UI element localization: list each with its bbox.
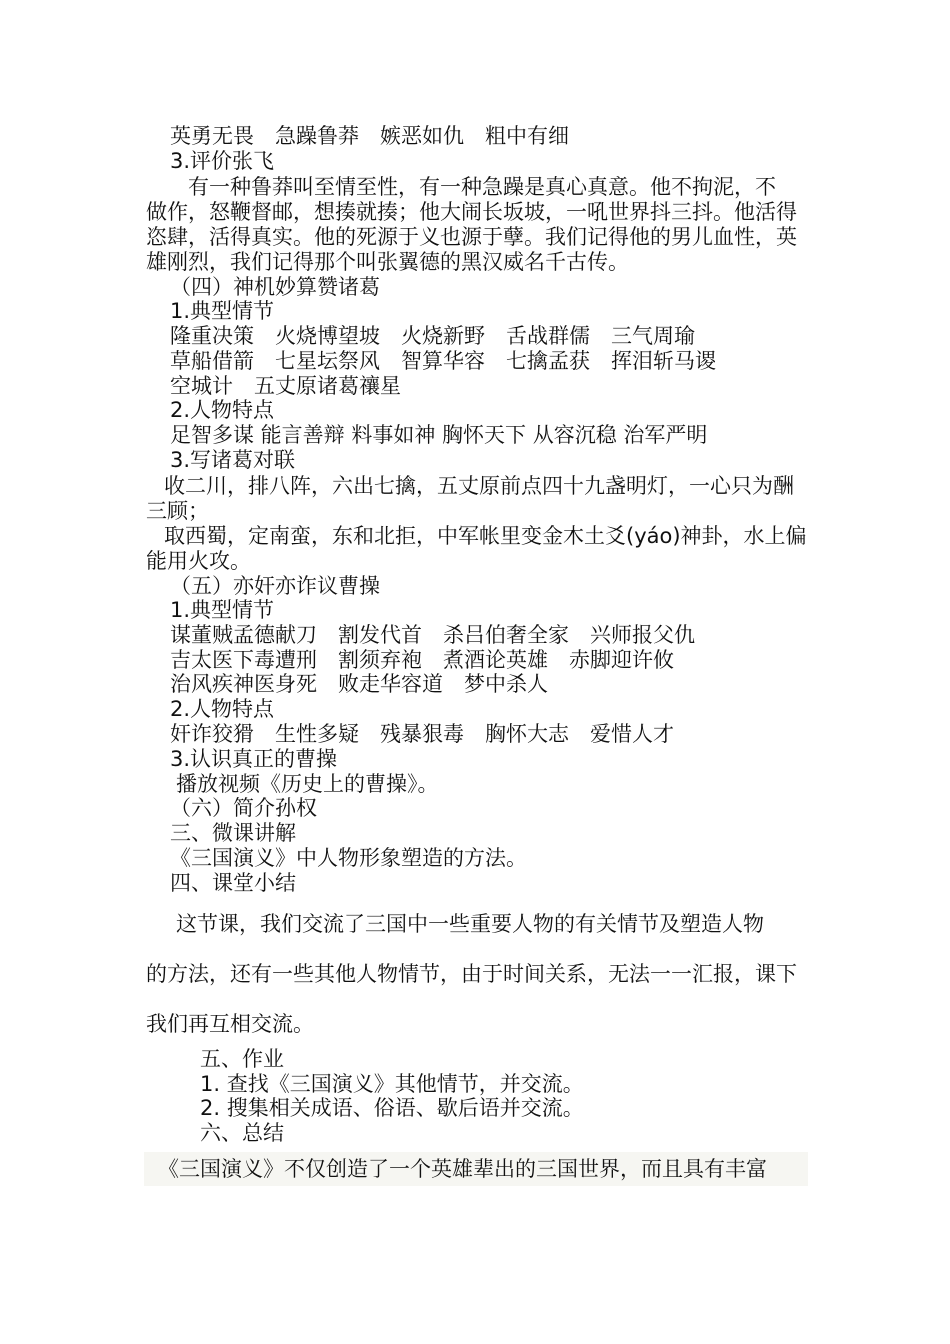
text-line: 2.人物特点: [170, 697, 275, 721]
text-line: 能用火攻。: [146, 549, 251, 573]
text-line: 奸诈狡猾 生性多疑 残暴狠毒 胸怀大志 爱惜人才: [170, 722, 674, 746]
text-line: 1.典型情节: [170, 598, 275, 622]
text-line: 3.认识真正的曹操: [170, 747, 338, 771]
text-line: 五、作业: [200, 1047, 284, 1071]
text-line: 英勇无畏 急躁鲁莽 嫉恶如仇 粗中有细: [170, 124, 569, 148]
text-line: 《三国演义》不仅创造了一个英雄辈出的三国世界，而且具有丰富: [158, 1157, 767, 1181]
text-line: 收二川，排八阵，六出七擒，五丈原前点四十九盏明灯，一心只为酬: [164, 474, 794, 498]
text-line: 3.评价张飞: [170, 149, 275, 173]
text-line: 草船借箭 七星坛祭风 智算华容 七擒孟获 挥泪斩马谡: [170, 349, 716, 373]
text-line: 有一种鲁莽叫至情至性，有一种急躁是真心真意。他不拘泥，不: [188, 175, 776, 199]
text-line: 隆重决策 火烧博望坡 火烧新野 舌战群儒 三气周瑜: [170, 324, 695, 348]
text-line: 空城计 五丈原诸葛禳星: [170, 374, 401, 398]
text-line: 2.人物特点: [170, 398, 275, 422]
text-line: 取西蜀，定南蛮，东和北拒，中军帐里变金木土爻(yáo)神卦，水上偏: [164, 524, 807, 548]
text-line: （五）亦奸亦诈议曹操: [170, 574, 380, 598]
text-line: 吉太医下毒遭刑 割须弃袍 煮酒论英雄 赤脚迎许攸: [170, 648, 674, 672]
text-line: 我们再互相交流。: [146, 1012, 314, 1036]
text-line: 三、微课讲解: [170, 821, 296, 845]
text-line: 这节课，我们交流了三国中一些重要人物的有关情节及塑造人物: [176, 912, 764, 936]
text-line: 三顾；: [146, 499, 209, 523]
text-line: 六、总结: [200, 1121, 284, 1145]
text-line: 3.写诸葛对联: [170, 448, 296, 472]
text-line: 的方法，还有一些其他人物情节，由于时间关系，无法一一汇报，课下: [146, 962, 797, 986]
text-line: 谋董贼孟德献刀 割发代首 杀吕伯奢全家 兴师报父仇: [170, 623, 695, 647]
text-line: 治风疾神医身死 败走华容道 梦中杀人: [170, 672, 548, 696]
text-line: （四）神机妙算赞诸葛: [170, 275, 380, 299]
text-line: 1.典型情节: [170, 299, 275, 323]
text-line: 足智多谋 能言善辩 料事如神 胸怀天下 从容沉稳 治军严明: [170, 423, 708, 447]
text-line: 2. 搜集相关成语、俗语、歇后语并交流。: [200, 1096, 584, 1120]
text-line: 《三国演义》中人物形象塑造的方法。: [170, 846, 527, 870]
text-line: 雄刚烈，我们记得那个叫张翼德的黑汉威名千古传。: [146, 250, 629, 274]
text-line: 恣肆，活得真实。他的死源于义也源于孽。我们记得他的男儿血性，英: [146, 225, 797, 249]
text-line: 播放视频《历史上的曹操》。: [176, 772, 439, 796]
text-line: 四、课堂小结: [170, 871, 296, 895]
text-line: （六）简介孙权: [170, 796, 317, 820]
text-line: 做作，怒鞭督邮，想揍就揍；他大闹长坂坡，一吼世界抖三抖。他活得: [146, 200, 797, 224]
text-line: 1. 查找《三国演义》其他情节，并交流。: [200, 1072, 584, 1096]
